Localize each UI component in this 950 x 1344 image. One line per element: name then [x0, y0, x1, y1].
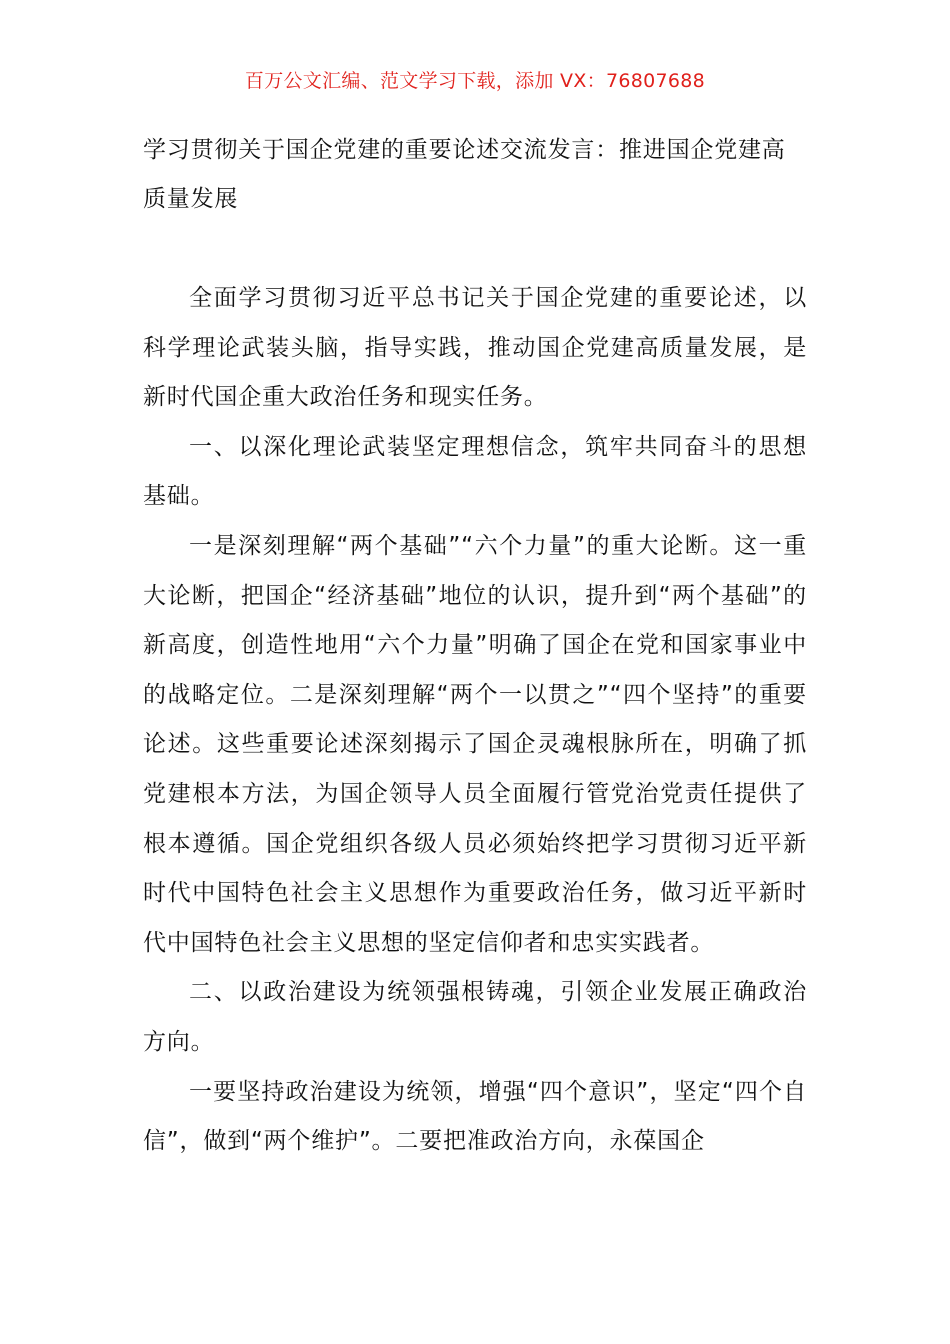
paragraph-section-1-body: 一是深刻理解“两个基础”“六个力量”的重大论断。这一重大论断，把国企“经济基础”地位的认识，提升到“两个基础”的新高度，创造性地用“六个力量”明确了国企在党和国家事业中的战略定位。二是深刻理解“两个一以贯之”“四个坚持”的重要论述。这些重要论述深刻揭示了国企灵魂根脉所在，明确了抓党建根本方法，为国企领导人员全面履行管党治党责任提供了根本遵循。国企党组织各级人员必须始终把学习贯彻习近平新时代中国特色社会主义思想作为重要政治任务，做习近平新时代中国特色社会主义思想的坚定信仰者和忠实实践者。 [143, 532, 807, 956]
section-heading-1: 一、以深化理论武装坚定理想信念，筑牢共同奋斗的思想基础。 [143, 433, 807, 510]
title-spacer [143, 224, 807, 274]
document-body [143, 126, 807, 1167]
document-title: 学习贯彻关于国企党建的重要论述交流发言：推进国企党建高质量发展 [143, 137, 786, 212]
section-heading-2: 二、以政治建设为统领强根铸魂，引领企业发展正确政治方向。 [143, 979, 807, 1055]
paragraph-section-2-body: 一要坚持政治建设为统领，增强“四个意识”，坚定“四个自信”，做到“两个维护”。二要把准政治方向，永葆国企 [143, 1078, 807, 1155]
paragraph-intro: 全面学习贯彻习近平总书记关于国企党建的重要论述，以科学理论武装头脑，指导实践，推动国企党建高质量发展，是新时代国企重大政治任务和现实任务。 [143, 285, 807, 411]
header-watermark-note: 百万公文汇编、范文学习下载，添加 VX：76807688 [244, 70, 706, 92]
